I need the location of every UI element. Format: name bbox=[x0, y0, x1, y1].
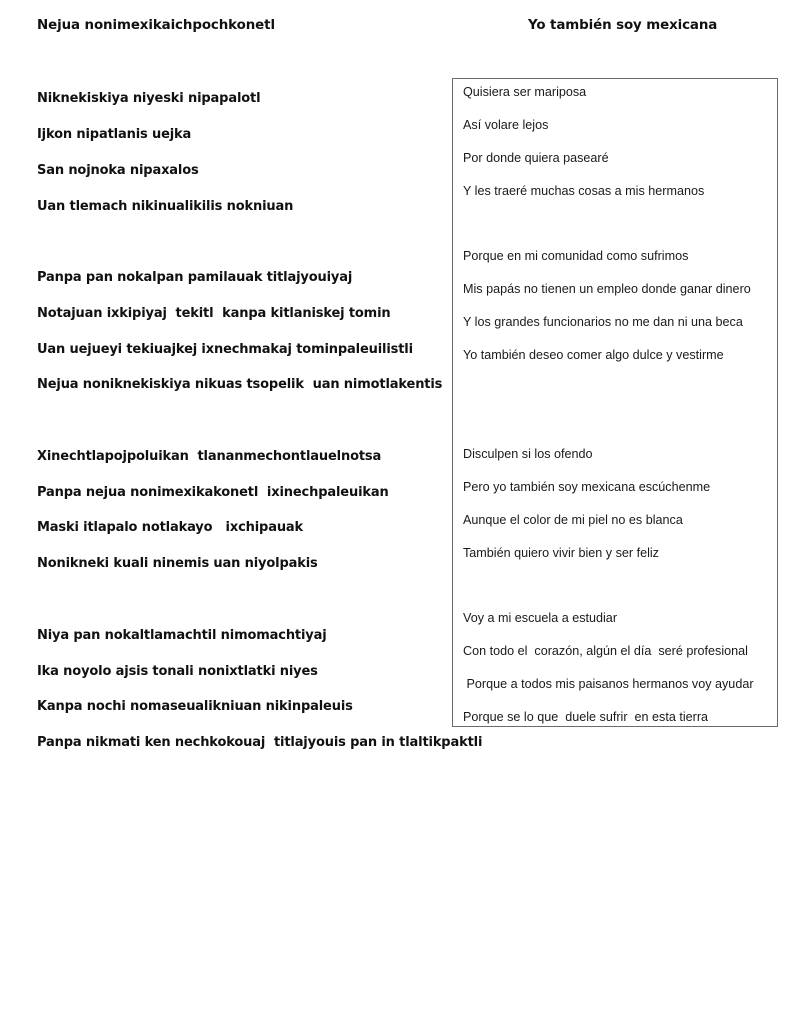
poem-line: Quisiera ser mariposa bbox=[463, 85, 587, 99]
poem-line: Kanpa nochi nomaseualikniuan nikinpaleuis bbox=[37, 699, 353, 714]
poem-line: Disculpen si los ofendo bbox=[463, 447, 593, 461]
poem-line: Porque se lo que duele sufrir en esta tierra bbox=[463, 710, 709, 724]
poem-line: Y les traeré muchas cosas a mis hermanos bbox=[463, 184, 705, 198]
poem-line: Uan tlemach nikinualikilis nokniuan bbox=[37, 199, 294, 214]
spanish-poem-box bbox=[452, 78, 778, 727]
poem-line: Xinechtlapojpoluikan tlananmechontlauelnotsa bbox=[37, 449, 382, 464]
poem-line: Notajuan ixkipiyaj tekitl kanpa kitlaniskej tomin bbox=[37, 306, 391, 321]
poem-line: San nojnoka nipaxalos bbox=[37, 163, 199, 178]
poem-line: Pero yo también soy mexicana escúchenme bbox=[463, 480, 711, 494]
poem-line: Panpa nejua nonimexikakonetl ixinechpaleuikan bbox=[37, 485, 389, 500]
poem-line: Porque a todos mis paisanos hermanos voy ayudar bbox=[463, 677, 754, 691]
poem-line: Panpa nikmati ken nechkokouaj titlajyouis pan in tlaltikpaktli bbox=[37, 735, 483, 750]
poem-line: Por donde quiera paseаré bbox=[463, 151, 609, 165]
poem-line: Panpa pan nokalpan pamilauak titlajyouiyaj bbox=[37, 270, 353, 285]
poem-line: Nonikneki kuali ninemis uan niyolpakis bbox=[37, 556, 318, 571]
poem-line: Niya pan nokaltlamachtil nimomachtiyaj bbox=[37, 628, 327, 643]
poem-line: Voy a mi escuela a estudiar bbox=[463, 611, 618, 625]
poem-line: Maski itlapalo notlakayo ixchipauak bbox=[37, 520, 304, 535]
poem-line: También quiero vivir bien y ser feliz bbox=[463, 546, 659, 560]
poem-line: Porque en mi comunidad como sufrimos bbox=[463, 249, 689, 263]
poem-line: Y los grandes funcionarios no me dan ni una beca bbox=[463, 315, 743, 329]
poem-line: Aunque el color de mi piel no es blanca bbox=[463, 513, 683, 527]
nahuatl-poem-title: Nejua nonimexikaichpochkonetl bbox=[37, 18, 275, 33]
poem-line: Con todo el corazón, algún el día seré profesional bbox=[463, 644, 748, 658]
poem-line: Niknekiskiya niyeski nipapalotl bbox=[37, 91, 261, 106]
poem-line: Yo también deseo comer algo dulce y vestirme bbox=[463, 348, 724, 362]
poem-line: Ijkon nipatlanis uejka bbox=[37, 127, 192, 142]
poem-line: Ika noyolo ajsis tonali nonixtlatki niyes bbox=[37, 664, 318, 679]
poem-line: Así volare lejos bbox=[463, 118, 549, 132]
spanish-poem-title: Yo también soy mexicana bbox=[528, 18, 718, 33]
poem-line: Mis papás no tienen un empleo donde ganar dinero bbox=[463, 282, 751, 296]
poem-line: Uan uejueyi tekiuajkej ixnechmakaj tominpaleuilistli bbox=[37, 342, 413, 357]
poem-line: Nejua noniknekiskiya nikuas tsopelik uan nimotlakentis bbox=[37, 377, 443, 392]
